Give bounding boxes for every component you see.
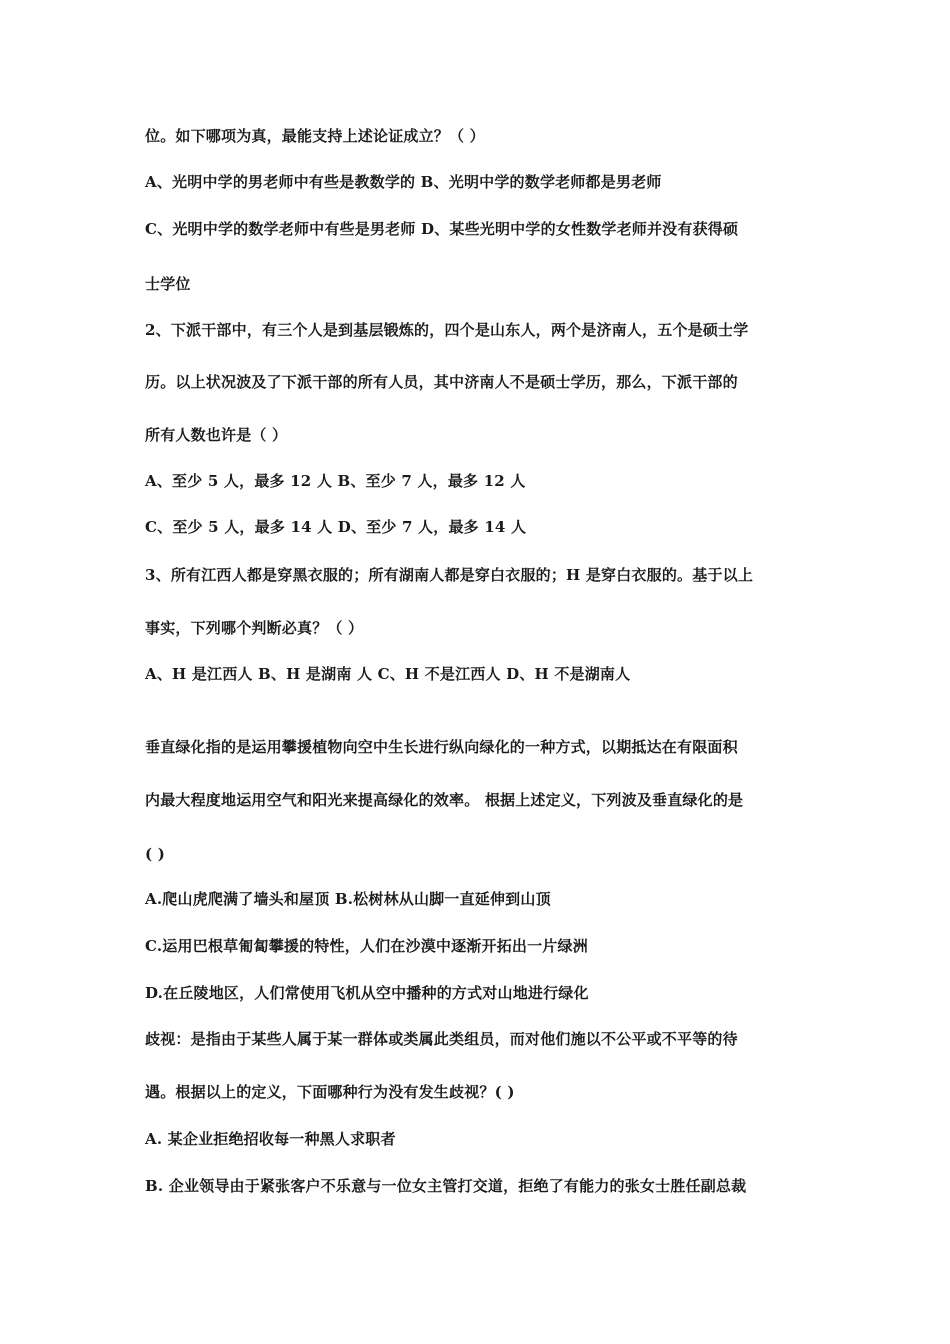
text-line: A、光明中学的男老师中有些是教数学的 B、光明中学的数学老师都是男老师 <box>145 173 662 191</box>
text-line: D.在丘陵地区，人们常使用飞机从空中播种的方式对山地进行绿化 <box>145 984 589 1002</box>
text-line: A. 某企业拒绝招收每一种黑人求职者 <box>145 1130 396 1148</box>
text-line: 事实，下列哪个判断必真？（ ） <box>145 619 364 637</box>
text-line: 3、所有江西人都是穿黑衣服的；所有湖南人都是穿白衣服的；H 是穿白衣服的。基于以上 <box>145 566 754 584</box>
text-line: A.爬山虎爬满了墙头和屋顶 B.松树林从山脚一直延伸到山顶 <box>145 890 551 908</box>
text-line: 2、下派干部中，有三个人是到基层锻炼的，四个是山东人，两个是济南人，五个是硕士学 <box>145 321 749 339</box>
text-line: ( ) <box>145 845 166 863</box>
text-line: B. 企业领导由于紧张客户不乐意与一位女主管打交道，拒绝了有能力的张女士胜任副总裁 <box>145 1177 747 1195</box>
text-line: 士学位 <box>145 275 191 293</box>
text-line: A、H 是江西人 B、H 是湖南 人 C、H 不是江西人 D、H 不是湖南人 <box>145 665 631 683</box>
text-line: 歧视：是指由于某些人属于某一群体或类属此类组员，而对他们施以不公平或不平等的待 <box>145 1030 738 1048</box>
text-line: 遇。根据以上的定义，下面哪种行为没有发生歧视？( ) <box>145 1083 515 1101</box>
text-line: 内最大程度地运用空气和阳光来提高绿化的效率。 根据上述定义，下列波及垂直绿化的是 <box>145 791 744 809</box>
text-line: 位。如下哪项为真，最能支持上述论证成立？（ ） <box>145 127 485 145</box>
text-line: C.运用巴根草匍匐攀援的特性，人们在沙漠中逐渐开拓出一片绿洲 <box>145 937 588 955</box>
text-line: C、至少 5 人，最多 14 人 D、至少 7 人，最多 14 人 <box>145 518 527 536</box>
text-line: A、至少 5 人，最多 12 人 B、至少 7 人，最多 12 人 <box>145 472 526 490</box>
text-line: 所有人数也许是（ ） <box>145 426 288 444</box>
text-line: 历。以上状况波及了下派干部的所有人员，其中济南人不是硕士学历，那么，下派干部的 <box>145 373 738 391</box>
text-line: C、光明中学的数学老师中有些是男老师 D、某些光明中学的女性数学老师并没有获得硕 <box>145 220 739 238</box>
text-line: 垂直绿化指的是运用攀援植物向空中生长进行纵向绿化的一种方式，以期抵达在有限面积 <box>145 738 738 756</box>
